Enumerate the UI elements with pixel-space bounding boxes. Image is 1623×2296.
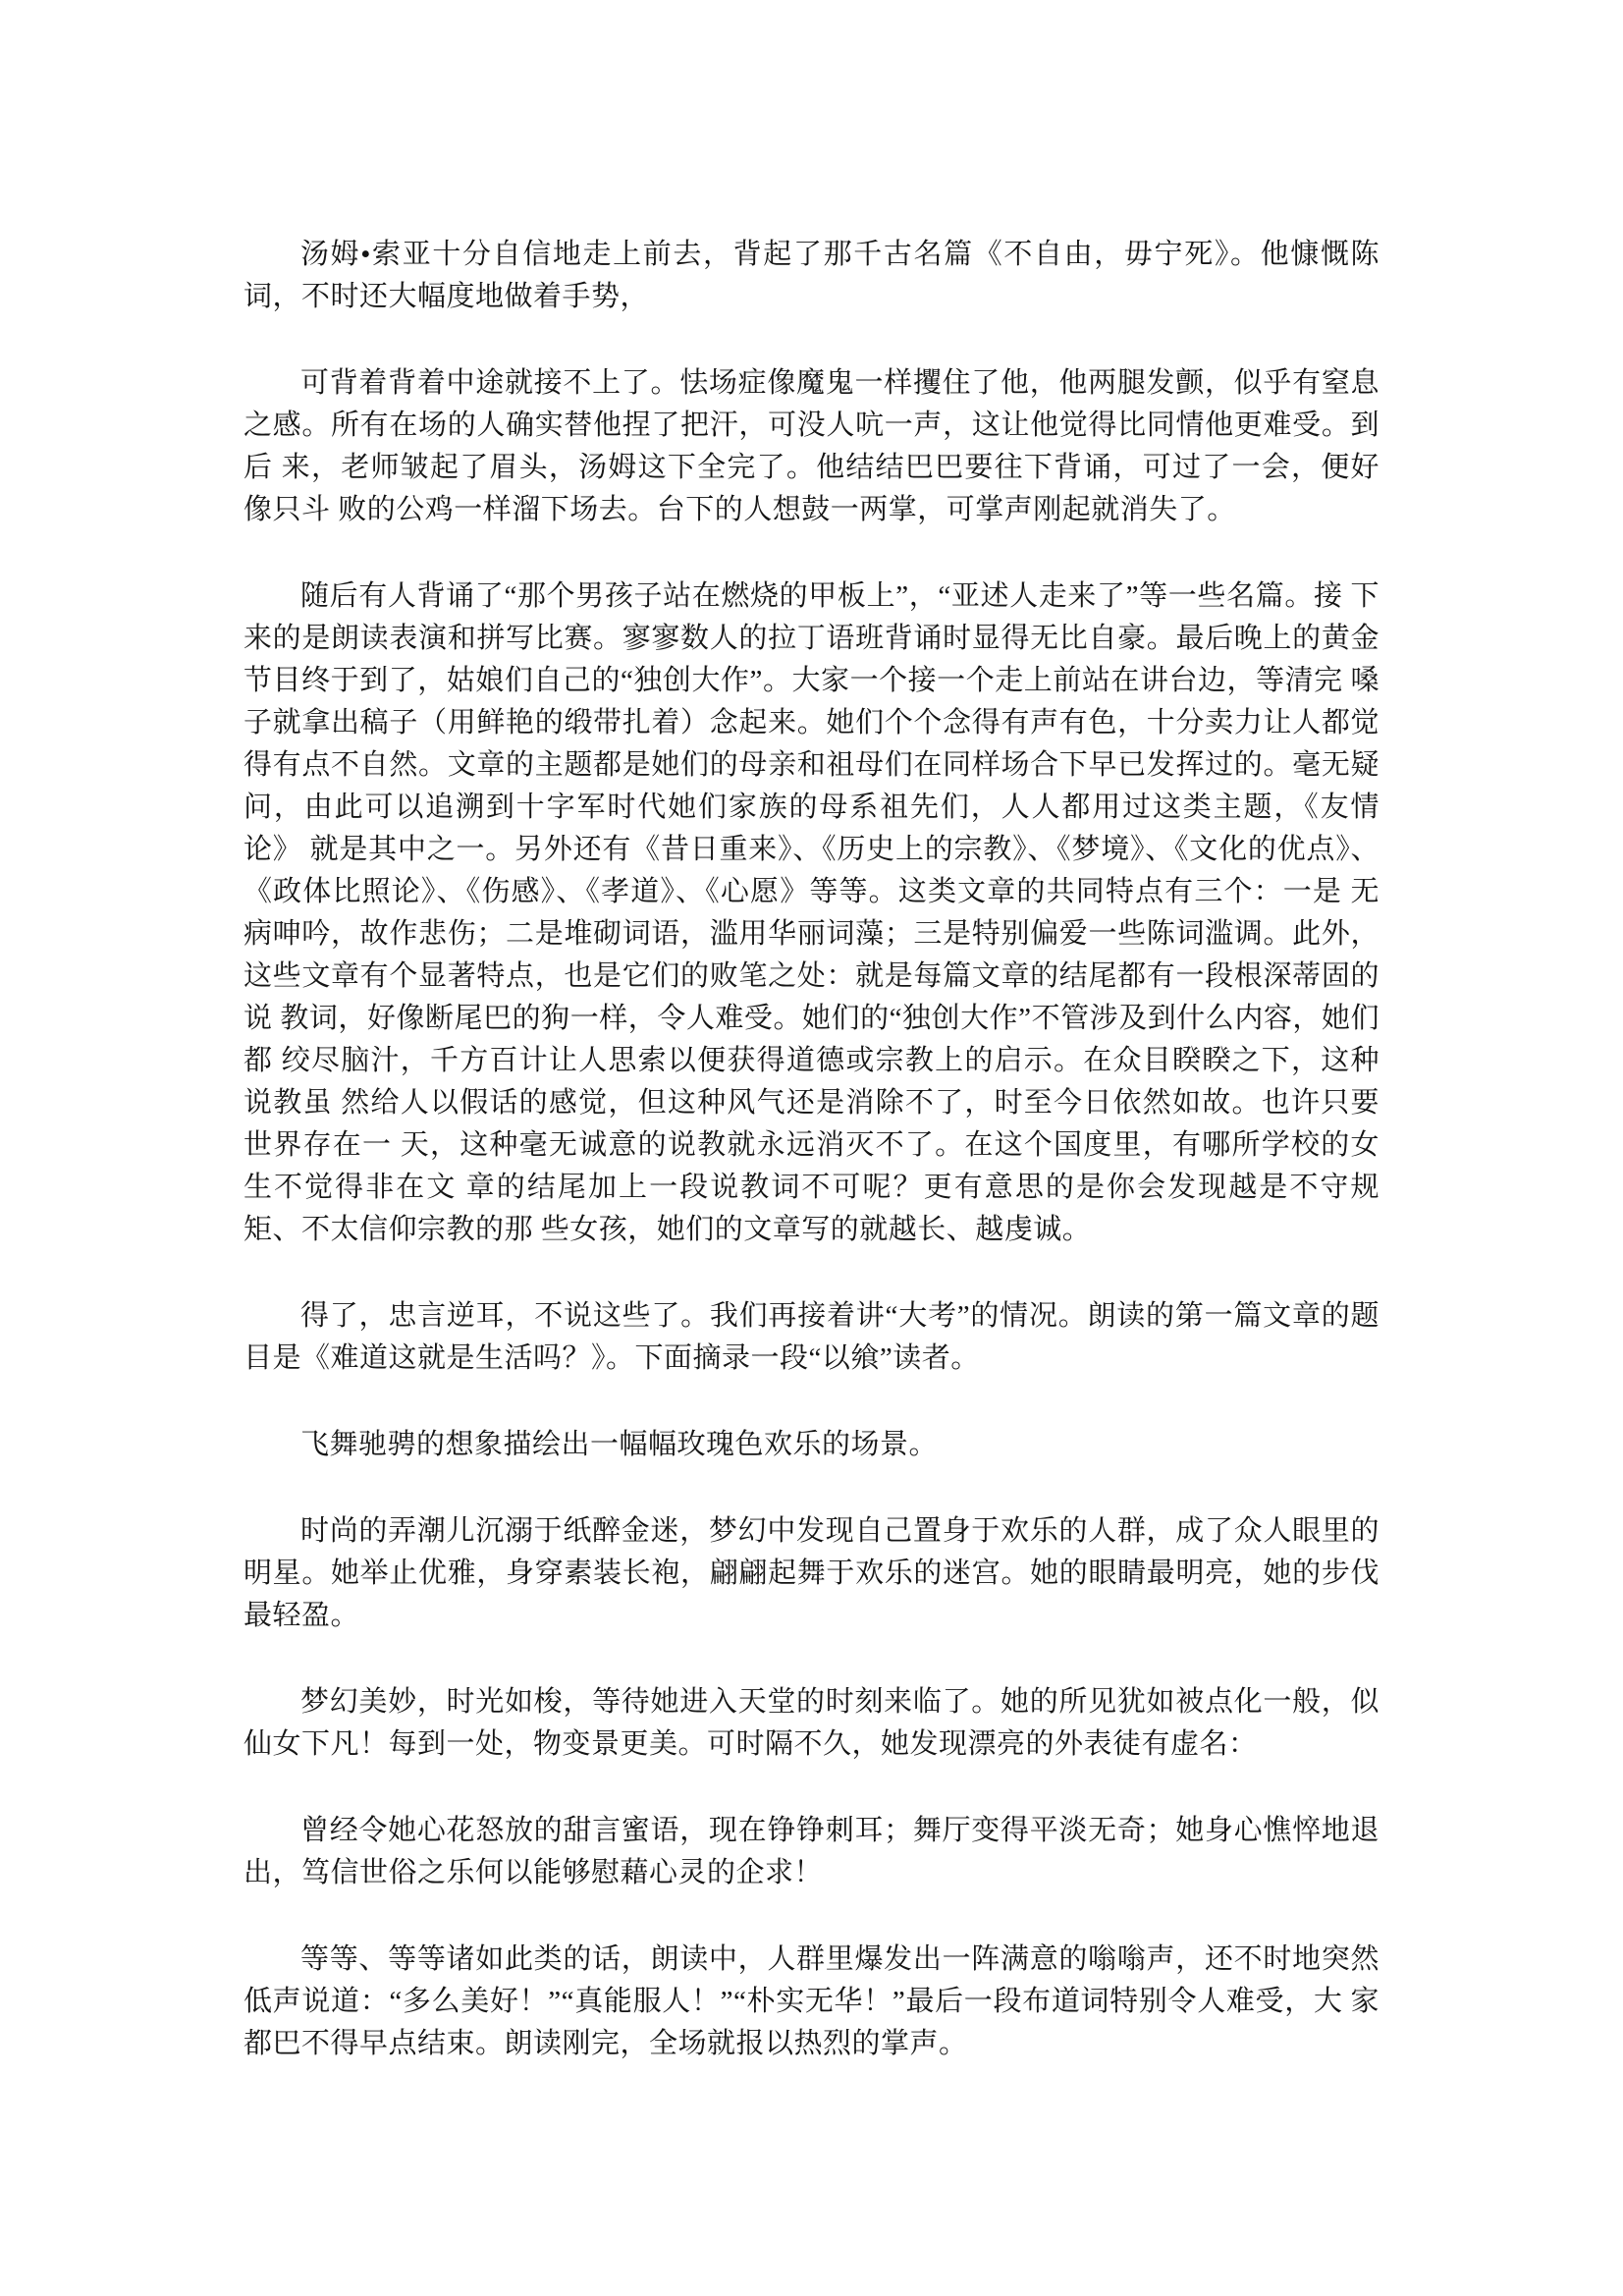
paragraph: 可背着背着中途就接不上了。怯场症像魔鬼一样攫住了他，他两腿发颤，似乎有窒息之感。所有在场的人确实替他捏了把汗，可没人吭一声，这让他觉得比同情他更难受。到后 来，老师皱起了眉头，汤姆这下全完了。他结结巴巴要往下背诵，可过了一会，便好像只斗 败的公鸡一样溜下场去。台下的人想鼓一两掌，可掌声刚起就消失了。 [243,367,1380,525]
paragraph: 梦幻美妙，时光如梭，等待她进入天堂的时刻来临了。她的所见犹如被点化一般，似仙女下凡！每到一处，物变景更美。可时隔不久，她发现漂亮的外表徒有虚名： [243,1686,1380,1760]
paragraph: 得了，忠言逆耳，不说这些了。我们再接着讲“大考”的情况。朗读的第一篇文章的题目是《难道这就是生活吗？》。下面摘录一段“以飨”读者。 [243,1300,1380,1374]
paragraph: 曾经令她心花怒放的甜言蜜语，现在铮铮刺耳；舞厅变得平淡无奇；她身心憔悴地退 出，笃信世俗之乐何以能够慰藉心灵的企求！ [243,1815,1380,1888]
paragraph: 等等、等等诸如此类的话，朗读中，人群里爆发出一阵满意的嗡嗡声，还不时地突然低声说道：“多么美好！”“真能服人！”“朴实无华！”最后一段布道词特别令人难受，大 家都巴不得早点结束。朗读刚完，全场就报以热烈的掌声。 [243,1943,1380,2059]
paragraph: 随后有人背诵了“那个男孩子站在燃烧的甲板上”，“亚述人走来了”等一些名篇。接 下来的是朗读表演和拼写比赛。寥寥数人的拉丁语班背诵时显得无比自豪。最后晚上的黄金 节目终于到了，姑娘们自己的“独创大作”。大家一个接一个走上前站在讲台边，等清完 嗓子就拿出稿子（用鲜艳的缎带扎着）念起来。她们个个念得有声有色，十分卖力让人都觉 得有点不自然。文章的主题都是她们的母亲和祖母们在同样场合下早已发挥过的。毫无疑 问，由此可以追溯到十字军时代她们家族的母系祖先们，人人都用过这类主题，《友情论》 就是其中之一。另外还有《昔日重来》、《历史上的宗教》、《梦境》、《文化的优点》、 《政体比照论》、《伤感》、《孝道》、《心愿》等等。这类文章的共同特点有三个：一是 无病呻吟，故作悲伤；二是堆砌词语，滥用华丽词藻；三是特别偏爱一些陈词滥调。此外， 这些文章有个显著特点，也是它们的败笔之处：就是每篇文章的结尾都有一段根深蒂固的说 教词，好像断尾巴的狗一样，令人难受。她们的“独创大作”不管涉及到什么内容，她们都 绞尽脑汁，千方百计让人思索以便获得道德或宗教上的启示。在众目睽睽之下，这种说教虽 然给人以假话的感觉，但这种风气还是消除不了，时至今日依然如故。也许只要世界存在一 天，这种毫无诚意的说教就永远消灭不了。在这个国度里，有哪所学校的女生不觉得非在文 章的结尾加上一段说教词不可呢？更有意思的是你会发现越是不守规矩、不太信仰宗教的那 些女孩，她们的文章写的就越长、越虔诚。 [243,580,1380,1245]
paragraph: 汤姆•索亚十分自信地走上前去，背起了那千古名篇《不自由，毋宁死》。他慷慨陈 词，不时还大幅度地做着手势， [243,239,1380,312]
paragraph: 时尚的弄潮儿沉溺于纸醉金迷，梦幻中发现自己置身于欢乐的人群，成了众人眼里的明星。她举止优雅，身穿素装长袍，翩翩起舞于欢乐的迷宫。她的眼睛最明亮，她的步伐最轻盈。 [243,1515,1380,1631]
text-column [243,234,1380,2065]
paragraph: 飞舞驰骋的想象描绘出一幅幅玫瑰色欢乐的场景。 [300,1429,939,1460]
